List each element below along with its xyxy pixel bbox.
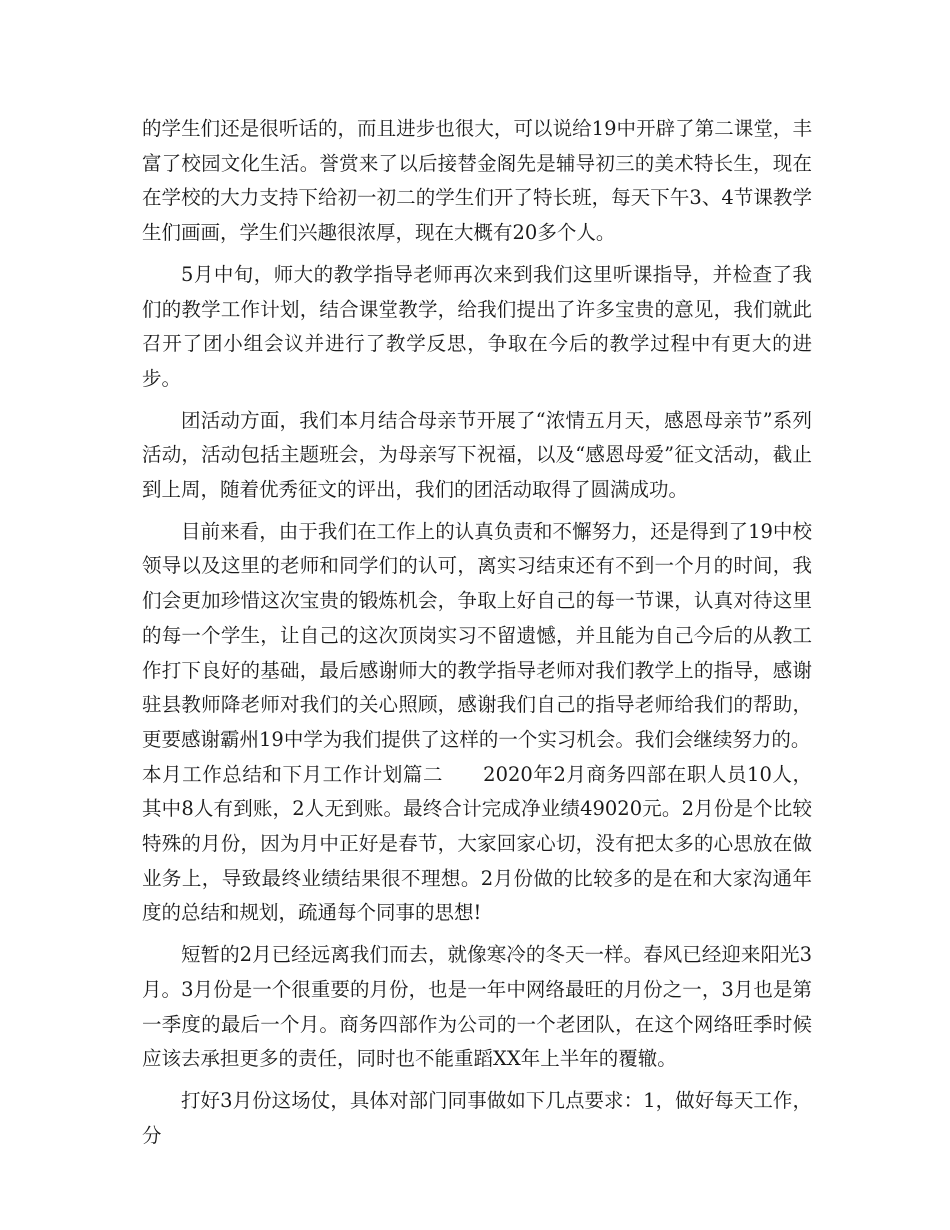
paragraph-group-activities: 团活动方面，我们本月结合母亲节开展了“浓情五月天，感恩母亲节”系列活动，活动包括主题班会，为母亲写下祝福，以及“感恩母爱”征文活动，截止到上周，随着优秀征文的评出，我们的团活动取得了圆满成功。 <box>142 408 812 502</box>
paragraph-teaching-guidance: 5月中旬，师大的教学指导老师再次来到我们这里听课指导，并检查了我们的教学工作计划，结合课堂教学，给我们提出了许多宝贵的意见，我们就此召开了团小组会议并进行了教学反思，争取在今后的教学过程中有更大的进步。 <box>142 262 812 390</box>
paragraph-march-requirements: 打好3月份这场仗，具体对部门同事做如下几点要求：1，做好每天工作，分 <box>142 1088 812 1147</box>
paragraph-part-two-february: 本月工作总结和下月工作计划篇二 2020年2月商务四部在职人员10人，其中8人有到账，2人无到账。最终合计完成净业绩49020元。2月份是个比较特殊的月份，因为月中正好是春节，大家回家心切，没有把太多的心思放在做业务上，导致最终业绩结果很不理想。2月份做的比较多的是在和大家沟通年度的总结和规划，疏通每个同事的思想! <box>142 762 812 925</box>
document-body <box>142 112 812 1160</box>
paragraph-student-progress: 的学生们还是很听话的，而且进步也很大，可以说给19中开辟了第二课堂，丰富了校园文化生活。誉赏来了以后接替金阁先是辅导初三的美术特长生，现在在学校的大力支持下给初一初二的学生们开了特长班，每天下午3、4节课教学生们画画，学生们兴趣很浓厚，现在大概有20多个人。 <box>142 117 812 245</box>
paragraph-internship-summary: 目前来看，由于我们在工作上的认真负责和不懈努力，还是得到了19中校领导以及这里的老师和同学们的认可，离实习结束还有不到一个月的时间，我们会更加珍惜这次宝贵的锻炼机会，争取上好自己的每一节课，认真对待这里的每一个学生，让自己的这次顶岗实习不留遗憾，并且能为自己今后的从教工作打下良好的基础，最后感谢师大的教学指导老师对我们教学上的指导，感谢驻县教师降老师对我们的关心照顾，感谢我们自己的指导老师给我们的帮助，更要感谢霸州19中学为我们提供了这样的一个实习机会。我们会继续努力的。 <box>142 519 812 751</box>
paragraph-march-outlook: 短暂的2月已经远离我们而去，就像寒冷的冬天一样。春风已经迎来阳光3月。3月份是一个很重要的月份，也是一年中网络最旺的月份之一，3月也是第一季度的最后一个月。商务四部作为公司的一个老团队，在这个网络旺季时候应该去承担更多的责任，同时也不能重蹈XX年上半年的覆辙。 <box>142 943 812 1071</box>
